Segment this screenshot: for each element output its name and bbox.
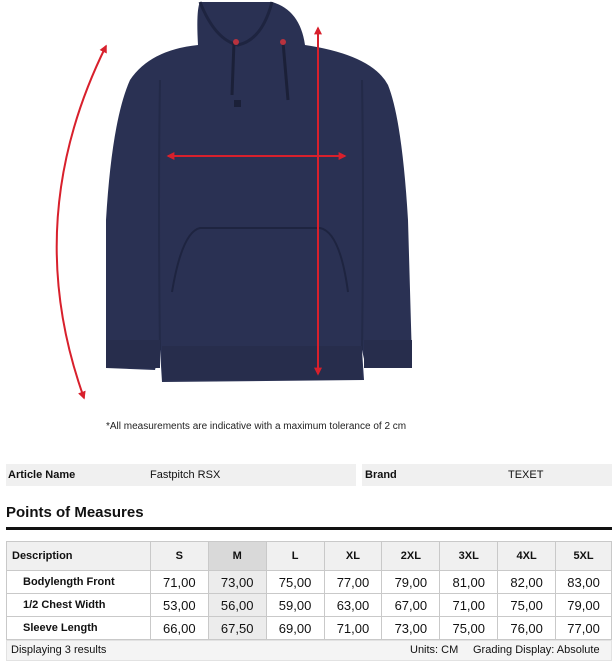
results-count: Displaying 3 results: [11, 644, 107, 656]
row-label: Bodylength Front: [7, 571, 151, 594]
table-cell: 75,00: [266, 571, 324, 594]
article-name-value: Fastpitch RSX: [144, 464, 356, 486]
table-cell: 53,00: [150, 594, 208, 617]
section-title: Points of Measures: [6, 504, 144, 521]
table-row: [7, 571, 612, 594]
table-cell: 76,00: [498, 617, 556, 640]
table-cell: 75,00: [440, 617, 498, 640]
table-footer: [6, 640, 612, 661]
table-cell: 67,00: [382, 594, 440, 617]
article-name-label: Article Name: [6, 464, 146, 486]
column-header-s[interactable]: S: [150, 542, 208, 571]
table-cell: 82,00: [498, 571, 556, 594]
table-cell: 71,00: [150, 571, 208, 594]
table-cell: 56,00: [208, 594, 266, 617]
hoodie-body: [106, 2, 412, 382]
table-row: [7, 617, 612, 640]
column-header-description[interactable]: Description: [7, 542, 151, 571]
column-header-m[interactable]: M: [208, 542, 266, 571]
measurement-tolerance-note: *All measurements are indicative with a maximum tolerance of 2 cm: [106, 421, 407, 432]
brand-label: Brand: [362, 464, 497, 486]
sleeve-length-arrow: [57, 46, 106, 398]
table-cell: 77,00: [324, 571, 382, 594]
table-cell: 75,00: [498, 594, 556, 617]
column-header-l[interactable]: L: [266, 542, 324, 571]
brand-value: TEXET: [494, 464, 612, 486]
grading-display: Grading Display: Absolute: [473, 644, 600, 656]
table-cell: 73,00: [382, 617, 440, 640]
table-cell: 59,00: [266, 594, 324, 617]
units-display: Units: CM: [410, 644, 459, 656]
table-cell: 83,00: [556, 571, 612, 594]
table-cell: 63,00: [324, 594, 382, 617]
section-divider: [6, 527, 612, 530]
table-header-row: [7, 542, 612, 571]
table-cell: 67,50: [208, 617, 266, 640]
article-info-bar: [6, 464, 612, 486]
row-label: Sleeve Length: [7, 617, 151, 640]
table-cell: 77,00: [556, 617, 612, 640]
column-header-3xl[interactable]: 3XL: [440, 542, 498, 571]
table-cell: 79,00: [382, 571, 440, 594]
table-cell: 79,00: [556, 594, 612, 617]
row-label: 1/2 Chest Width: [7, 594, 151, 617]
table-cell: 81,00: [440, 571, 498, 594]
table-cell: 71,00: [440, 594, 498, 617]
table-cell: 71,00: [324, 617, 382, 640]
column-header-xl[interactable]: XL: [324, 542, 382, 571]
points-of-measures-table: [6, 541, 612, 640]
table-cell: 66,00: [150, 617, 208, 640]
table-row: [7, 594, 612, 617]
column-header-4xl[interactable]: 4XL: [498, 542, 556, 571]
column-header-5xl[interactable]: 5XL: [556, 542, 612, 571]
table-cell: 69,00: [266, 617, 324, 640]
column-header-2xl[interactable]: 2XL: [382, 542, 440, 571]
table-cell: 73,00: [208, 571, 266, 594]
